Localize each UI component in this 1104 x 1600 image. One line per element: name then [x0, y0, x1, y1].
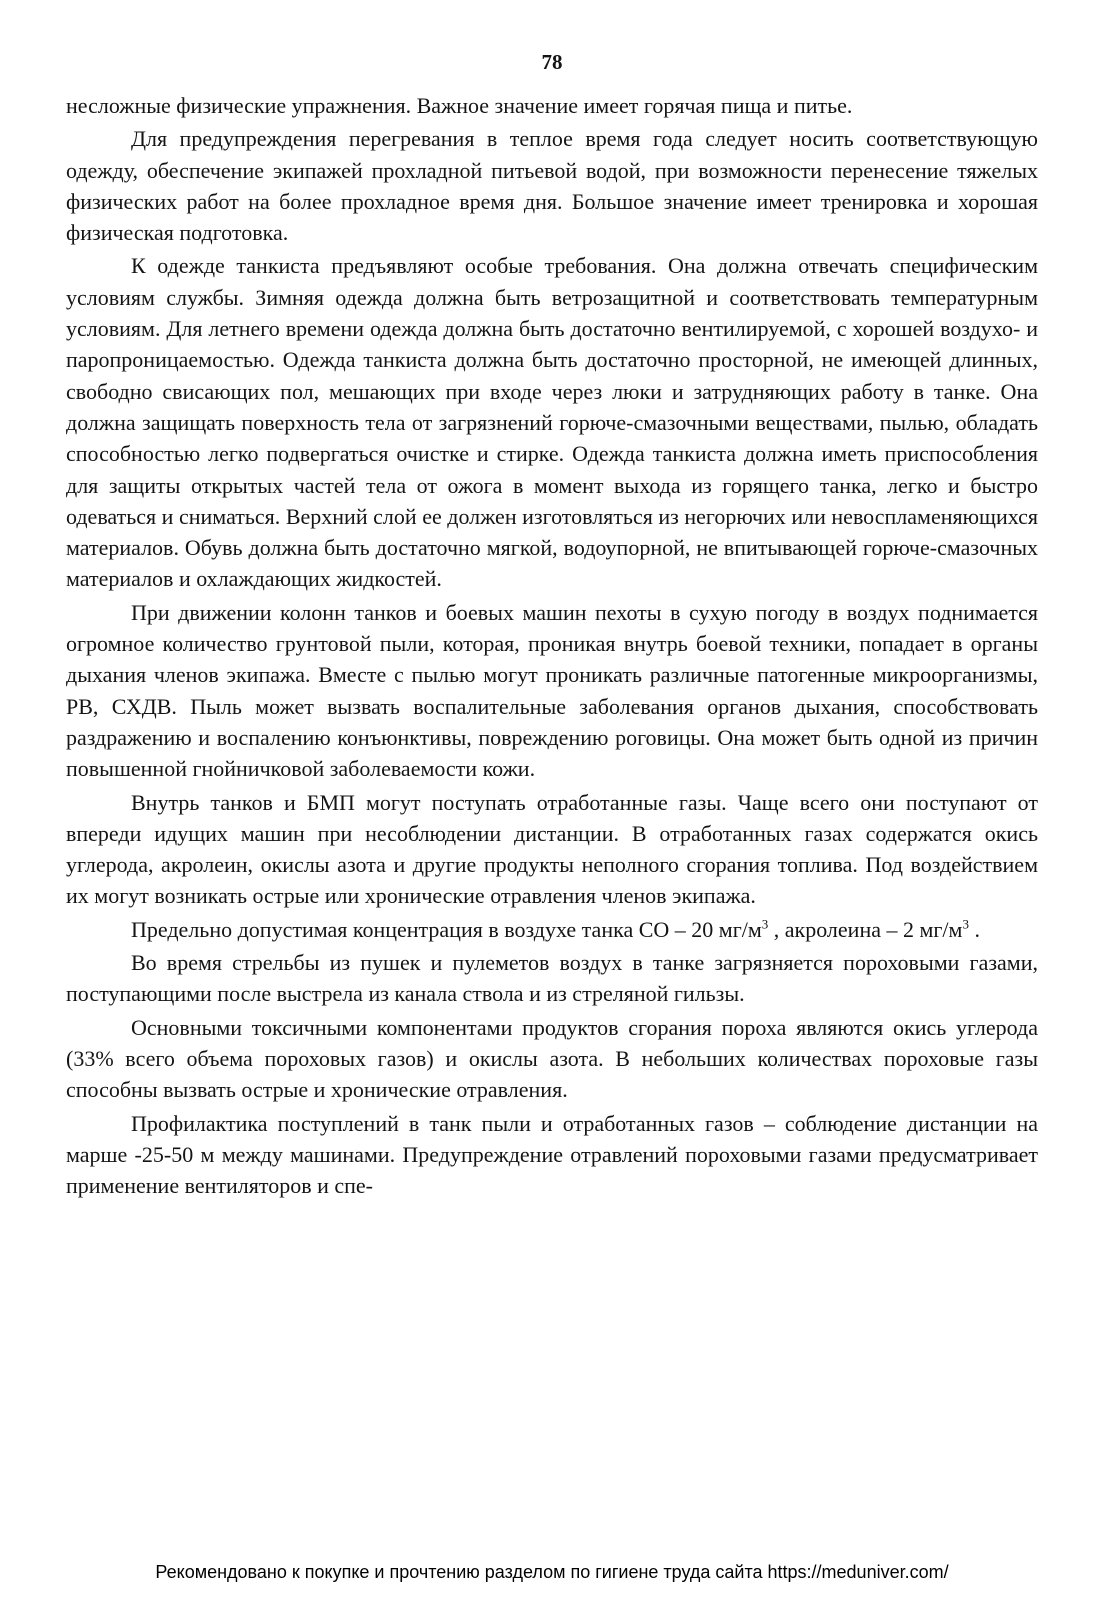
paragraph-firing-gases: Во время стрельбы из пушек и пулеметов воздух в танке загрязняется пороховыми газами, поступающими после выстрела из канала ствола и из стреляной гильзы. [66, 950, 1038, 1007]
paragraph-exhaust-gases: Внутрь танков и БМП могут поступать отработанные газы. Чаще всего они поступают от впереди идущих машин при несоблюдении дистанции. В отработанных газах содержатся окись углерода, акролеин, окислы азота и другие продукты неполного сгорания топлива. Под воздействием их могут возникать острые или хронические отравления членов экипажа. [66, 789, 1038, 909]
concentration-co-text: Предельно допустимая концентрация в воздухе танка СО – 20 мг/м [131, 916, 762, 942]
concentration-acrolein-text: , акролеина – 2 мг/м [768, 916, 963, 942]
document-body [66, 90, 1038, 1203]
paragraph-tanker-clothing: К одежде танкиста предъявляют особые требования. Она должна отвечать специфическим условиям службы. Зимняя одежда должна быть ветрозащитной и соответствовать температурным условиям. Для летнего времени одежда должна быть достаточно вентилируемой, с хорошей воздухо- и паропроницаемостью. Одежда танкиста должна быть достаточно просторной, не имеющей длинных, свободно свисающих пол, мешающих при входе через люки и затрудняющих работу в танке. Она должна защищать поверхность тела от загрязнений горюче-смазочными веществами, пылью, обладать способностью легко подвергаться очистке и стирке. Одежда танкиста должна иметь приспособления для защиты открытых частей тела от ожога в момент выхода из горящего танка, легко и быстро одеваться и сниматься. Верхний слой ее должен изготовляться из негорючих или невоспламеняющихся материалов. Обувь должна быть достаточно мягкой, водоупорной, не впитывающей горюче-смазочных материалов и охлаждающих жидкостей. [66, 253, 1038, 592]
page-number: 78 [541, 50, 563, 74]
paragraph-overheating: Для предупреждения перегревания в теплое время года следует носить соответствующую одежду, обеспечение экипажей прохладной питьевой водой, при возможности перенесение тяжелых физических работ на более прохладное время дня. Большое значение имеет тренировка и хорошая физическая подготовка. [66, 126, 1038, 246]
concentration-co-exponent: 3 [761, 916, 769, 932]
concentration-acrolein-exponent: 3 [962, 916, 969, 932]
paragraph-dust: При движении колонн танков и боевых машин пехоты в сухую погоду в воздух поднимается огромное количество грунтовой пыли, которая, проникая внутрь боевой техники, попадает в органы дыхания членов экипажа. Вместе с пылью могут проникать различные патогенные микроорганизмы, РВ, СХДВ. Пыль может вызвать воспалительные заболевания органов дыхания, способствовать раздражению и воспалению конъюнктивы, повреждению роговицы. Она может быть одной из причин повышенной гнойничковой заболеваемости кожи. [66, 599, 1038, 782]
paragraph-concentration-limit [66, 914, 1038, 945]
footer-link[interactable]: https://meduniver.com/ [767, 1562, 949, 1582]
paragraph-toxic-components: Основными токсичными компонентами продуктов сгорания пороха являются окись углерода (33% всего объема пороховых газов) и окислы азота. В небольших количествах пороховые газы способны вызвать острые и хронические отравления. [66, 1014, 1038, 1103]
footer-recommendation [0, 1562, 1104, 1583]
paragraph-prevention: Профилактика поступлений в танк пыли и отработанных газов – соблюдение дистанции на марше -25-50 м между машинами. Предупреждение отравлений пороховыми газами предусматривает применение вентиляторов и спе- [66, 1110, 1038, 1199]
concentration-tail: . [968, 916, 980, 942]
paragraph-continuation: несложные физические упражнения. Важное значение имеет горячая пища и питье. [66, 93, 853, 118]
footer-text: Рекомендовано к покупке и прочтению разделом по гигиене труда сайта [155, 1562, 768, 1582]
